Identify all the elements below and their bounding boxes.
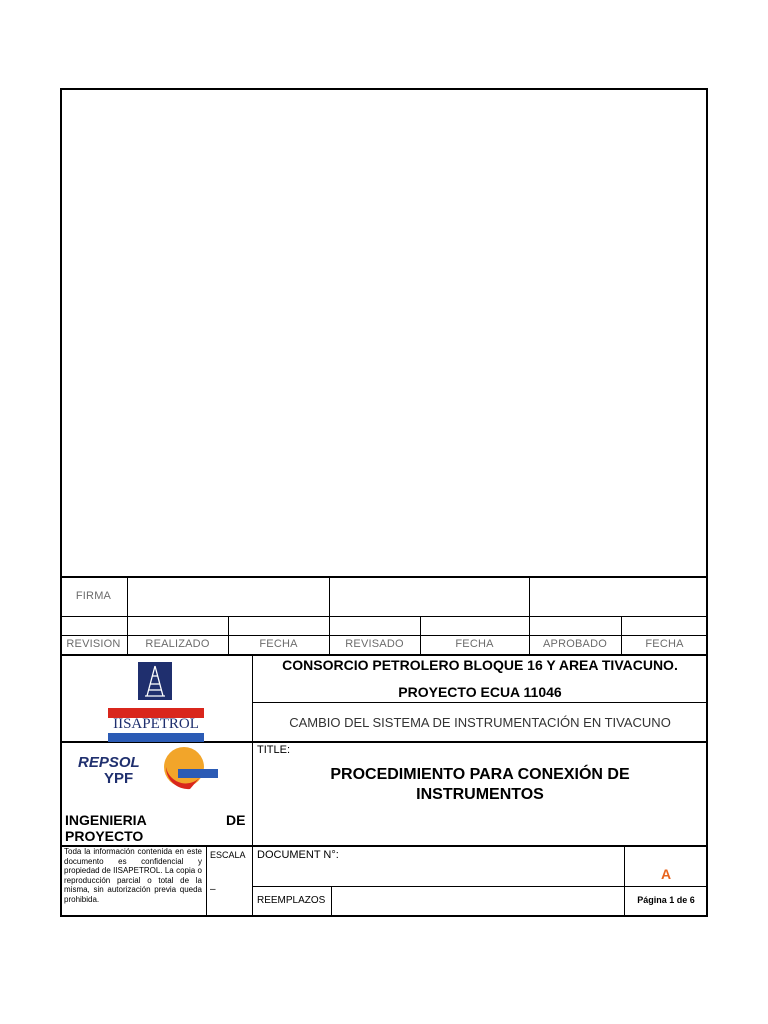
signature-bottom-line xyxy=(60,654,708,656)
signature-mid-line xyxy=(60,616,708,617)
escala-label: ESCALA xyxy=(210,850,246,860)
firma-label: FIRMA xyxy=(75,590,112,602)
project-line xyxy=(252,702,708,703)
escala-value: – xyxy=(210,884,216,895)
department-word-3: PROYECTO xyxy=(65,828,144,844)
department-word-2: DE xyxy=(226,812,246,828)
repsol-logo-text: REPSOL xyxy=(78,754,140,771)
oil-derrick-icon xyxy=(138,662,172,700)
document-title-line1: PROCEDIMIENTO PARA CONEXIÓN DE xyxy=(330,766,630,783)
logo-blue-bar xyxy=(108,733,204,742)
header-fecha-1: FECHA xyxy=(259,638,298,650)
repsol-flame-icon xyxy=(160,745,218,795)
title-label: TITLE: xyxy=(257,744,291,756)
ypf-logo-text: YPF xyxy=(104,770,134,787)
document-title-line2: INSTRUMENTOS xyxy=(416,786,544,803)
department-word-1: INGENIERIA xyxy=(65,812,147,828)
header-fecha-2: FECHA xyxy=(455,638,494,650)
reemplazos-line xyxy=(252,886,708,887)
iisapetrol-logo-text: IISAPETROL xyxy=(113,716,199,732)
consortium-name: CONSORCIO PETROLERO BLOQUE 16 Y AREA TIVACUNO. xyxy=(282,657,678,673)
subject-text: CAMBIO DEL SISTEMA DE INSTRUMENTACIÓN EN TIVACUNO xyxy=(289,715,671,730)
reemplazos-label: REEMPLAZOS xyxy=(257,895,326,906)
logo-tick xyxy=(60,741,70,742)
escala-divider xyxy=(206,846,207,915)
signature-header-line xyxy=(60,635,708,636)
project-code: PROYECTO ECUA 11046 xyxy=(398,684,562,700)
reemplazos-divider xyxy=(331,887,332,915)
header-revision: REVISION xyxy=(66,638,121,650)
header-revisado: REVISADO xyxy=(345,638,404,650)
header-fecha-3: FECHA xyxy=(645,638,684,650)
signature-top-line xyxy=(60,576,708,578)
document-number-label: DOCUMENT N°: xyxy=(257,849,339,861)
header-aprobado: APROBADO xyxy=(543,638,607,650)
page-info: Página 1 de 6 xyxy=(637,895,695,905)
revision-letter: A xyxy=(660,866,672,882)
confidentiality-notice: Toda la información contenida en este documento es confidencial y propiedad de IISAPETROL. La copia o reproducción parcial o total de la misma, sin autorización previa queda prohibida. xyxy=(64,847,202,904)
header-realizado: REALIZADO xyxy=(145,638,210,650)
